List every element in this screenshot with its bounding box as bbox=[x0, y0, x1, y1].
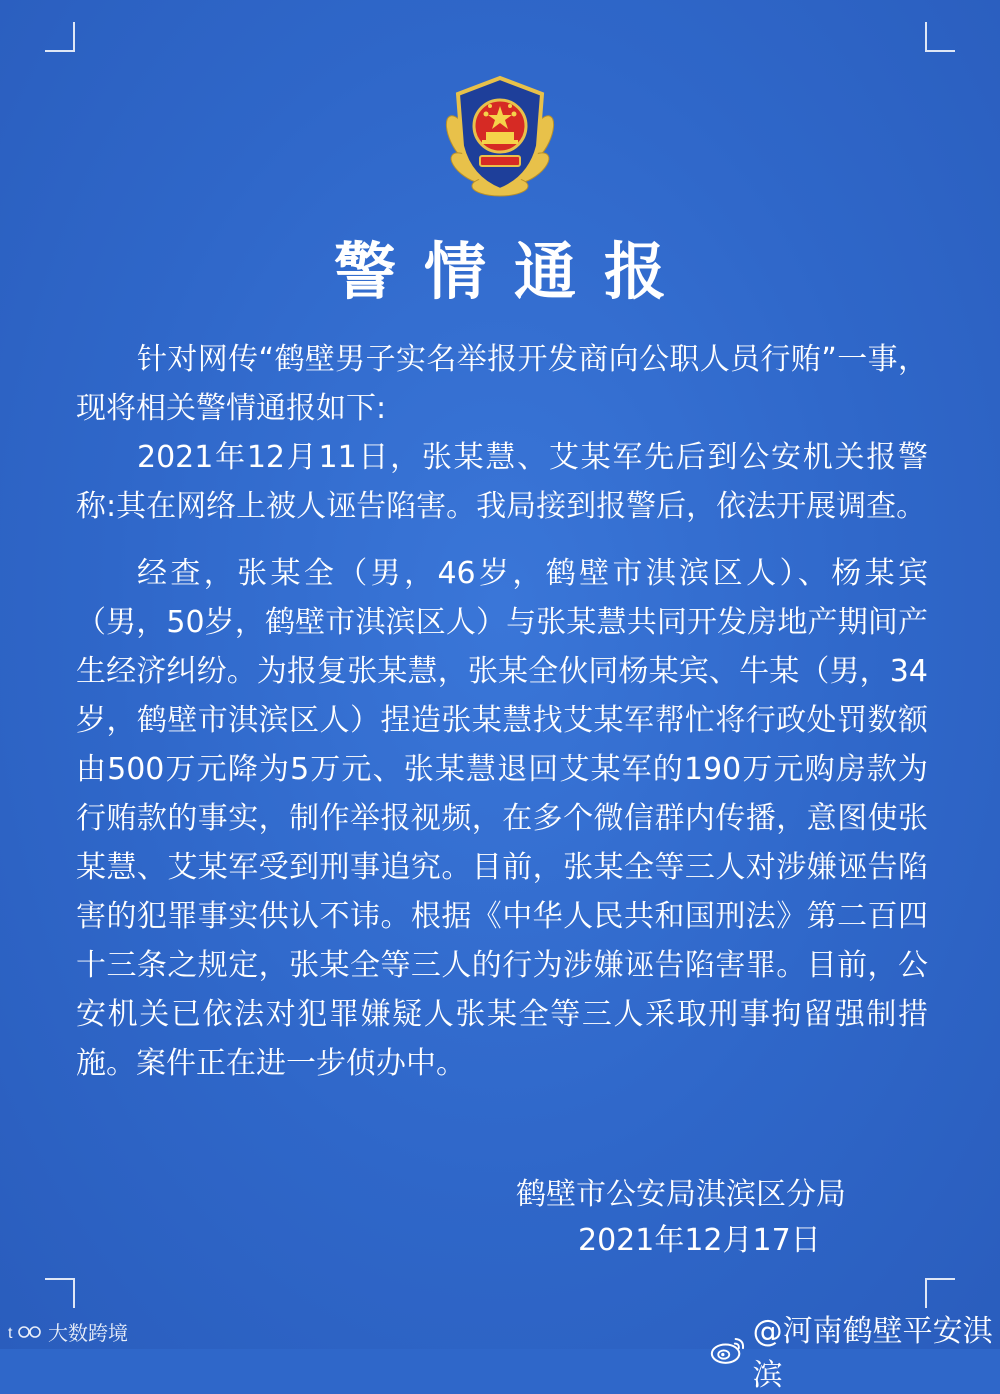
police-emblem-icon bbox=[430, 68, 570, 208]
signature-block bbox=[516, 1172, 846, 1264]
watermark-right-text: @河南鹤壁平安淇滨 bbox=[752, 1314, 993, 1393]
watermark-right bbox=[710, 1306, 1000, 1394]
paragraph-report: 2021年12月11日，张某慧、艾某军先后到公安机关报警称:其在网络上被人诬告陷害。我局接到报警后，依法开展调查。 bbox=[76, 440, 928, 524]
corner-mark-bottom-left bbox=[45, 1278, 75, 1308]
corner-mark-top-left bbox=[45, 22, 75, 52]
paragraph-intro: 针对网传“鹤壁男子实名举报开发商向公职人员行贿”一事，现将相关警情通报如下: bbox=[76, 342, 928, 426]
signature-date: 2021年12月17日 bbox=[578, 1223, 821, 1258]
corner-mark-bottom-right bbox=[925, 1278, 955, 1308]
watermark-left bbox=[8, 1317, 128, 1346]
notice-body bbox=[76, 335, 928, 1088]
watermark-left-text: 大数跨境 bbox=[48, 1321, 128, 1345]
svg-text:t: t bbox=[8, 1324, 13, 1342]
signature-org: 鹤壁市公安局淇滨区分局 bbox=[516, 1177, 846, 1212]
brand-logo-icon bbox=[8, 1322, 42, 1342]
corner-mark-top-right bbox=[925, 22, 955, 52]
paragraph-findings: 经查，张某全（男，46岁，鹤壁市淇滨区人）、杨某宾（男，50岁，鹤壁市淇滨区人）与张某慧共同开发房地产期间产生经济纠纷。为报复张某慧，张某全伙同杨某宾、牛某（男，34岁，鹤壁市淇滨区人）捏造张某慧找艾某军帮忙将行政处罚数额由500万元降为5万元、张某慧退回艾某军的190万元购房款为行贿款的事实，制作举报视频，在多个微信群内传播，意图使张某慧、艾某军受到刑事追究。目前，张某全等三人对涉嫌诬告陷害的犯罪事实供认不讳。根据《中华人民共和国刑法》第二百四十三条之规定，张某全等三人的行为涉嫌诬告陷害罪。目前，公安机关已依法对犯罪嫌疑人张某全等三人采取刑事拘留强制措施。案件正在进一步侦办中。 bbox=[76, 556, 928, 1081]
weibo-icon bbox=[710, 1333, 747, 1367]
page-title: 警情通报 bbox=[333, 235, 694, 308]
